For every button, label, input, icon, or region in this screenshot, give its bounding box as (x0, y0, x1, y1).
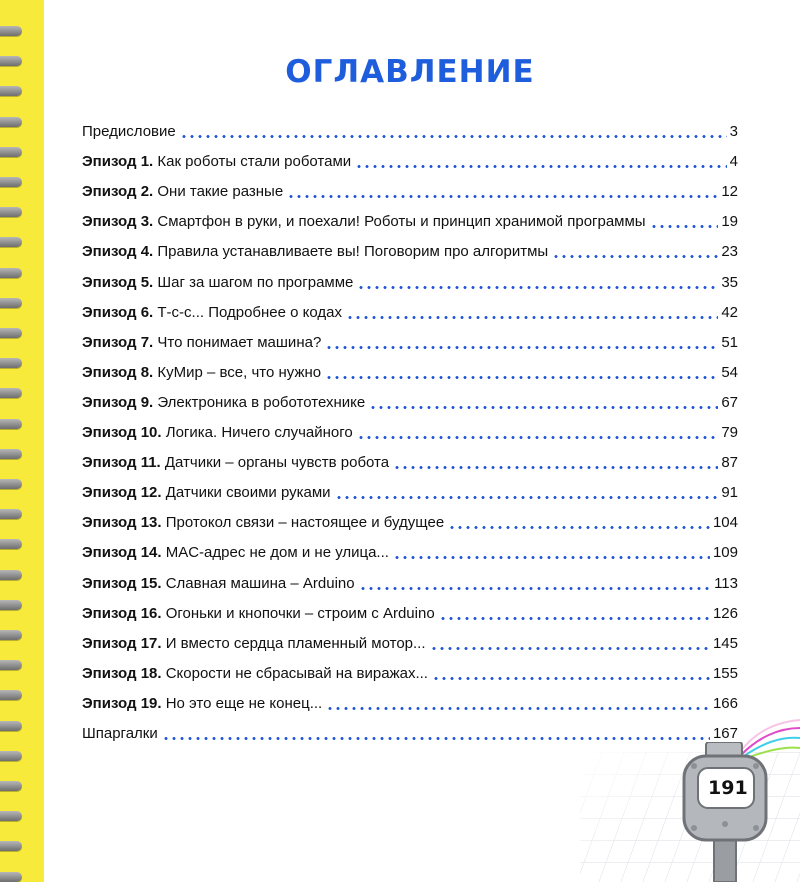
toc-entry-label (82, 724, 158, 744)
toc-entry-label (82, 212, 646, 232)
spiral-ring-icon (0, 449, 22, 459)
spiral-ring-icon (0, 841, 22, 851)
toc-entry-label (82, 423, 353, 443)
toc-entry-label (82, 513, 444, 533)
toc-entry-label (82, 604, 435, 624)
toc-episode-number: Эпизод 7. (82, 333, 154, 351)
toc-page-number: 35 (721, 273, 738, 291)
toc-entry-label (82, 483, 331, 503)
toc-entry (82, 383, 738, 413)
toc-entry (82, 563, 738, 593)
toc-entry-label (82, 634, 426, 654)
toc-entry-title: Смартфон в руки, и поехали! Роботы и принцип хранимой программы (157, 213, 646, 231)
toc-entry-title: Они такие разные (157, 183, 284, 201)
spiral-ring-icon (0, 26, 22, 36)
spiral-ring-icon (0, 298, 22, 308)
spiral-ring-icon (0, 268, 22, 278)
table-of-contents (82, 112, 738, 744)
dot-leader (650, 225, 719, 228)
dot-leader (355, 165, 726, 168)
toc-page-number: 51 (721, 333, 738, 351)
toc-entry-title: Датчики – органы чувств робота (164, 454, 390, 472)
toc-episode-number: Эпизод 11. (82, 454, 161, 472)
toc-entry-title: Предисловие (82, 123, 176, 141)
toc-episode-number: Эпизод 1. (82, 153, 154, 171)
toc-entry-title: Электроника в робототехнике (157, 393, 366, 411)
spiral-ring-icon (0, 237, 22, 247)
toc-page-number: 54 (721, 363, 738, 381)
toc-entry-label (82, 303, 342, 323)
toc-entry-title: Протокол связи – настоящее и будущее (165, 514, 445, 532)
spiral-ring-icon (0, 419, 22, 429)
toc-entry (82, 413, 738, 443)
toc-entry-title: Огоньки и кнопочки – строим с Arduino (165, 604, 435, 622)
spiral-ring-icon (0, 630, 22, 640)
dot-leader (346, 316, 718, 319)
dot-leader (369, 406, 718, 409)
toc-page-number: 167 (712, 724, 738, 742)
toc-episode-number: Эпизод 14. (82, 544, 162, 562)
toc-entry (82, 323, 738, 353)
dot-leader (393, 466, 718, 469)
spiral-ring-icon (0, 207, 22, 217)
toc-entry-title: Шпаргалки (82, 724, 158, 742)
toc-page-number: 109 (712, 544, 738, 562)
toc-entry-label (82, 333, 321, 353)
toc-entry-label (82, 393, 365, 413)
toc-page-number: 155 (712, 664, 738, 682)
toc-entry (82, 262, 738, 292)
toc-entry-label (82, 543, 389, 563)
toc-page-number: 12 (721, 183, 738, 201)
spiral-ring-icon (0, 811, 22, 821)
toc-page-number: 67 (721, 393, 738, 411)
toc-entry-title: Датчики своими руками (165, 484, 331, 502)
toc-entry-label (82, 363, 321, 383)
spiral-ring-icon (0, 479, 22, 489)
dot-leader (287, 195, 718, 198)
toc-entry-label (82, 664, 428, 684)
spiral-ring-icon (0, 177, 22, 187)
dot-leader (357, 286, 718, 289)
dot-leader (335, 496, 719, 499)
spiral-ring-icon (0, 600, 22, 610)
toc-entry-title: Но это еще не конец... (165, 694, 323, 712)
spiral-ring-icon (0, 570, 22, 580)
toc-entry-label (82, 122, 176, 142)
spiral-ring-icon (0, 660, 22, 670)
toc-page-number: 19 (721, 213, 738, 231)
dot-leader (430, 647, 710, 650)
toc-page-number: 4 (729, 153, 738, 171)
toc-entry-title: Логика. Ничего случайного (165, 424, 353, 442)
toc-entry (82, 112, 738, 142)
dot-leader (325, 376, 718, 379)
toc-episode-number: Эпизод 16. (82, 604, 162, 622)
spiral-ring-icon (0, 358, 22, 368)
toc-episode-number: Эпизод 12. (82, 484, 162, 502)
toc-entry (82, 684, 738, 714)
toc-entry-title: Славная машина – Arduino (165, 574, 355, 592)
page-number: 191 (708, 777, 748, 799)
toc-page-number: 79 (721, 424, 738, 442)
toc-entry-title: Шаг за шагом по программе (157, 273, 354, 291)
dot-leader (357, 436, 719, 439)
toc-entry (82, 473, 738, 503)
toc-entry-title: MAC-адрес не дом и не улица... (165, 544, 389, 562)
toc-entry (82, 594, 738, 624)
toc-episode-number: Эпизод 13. (82, 514, 162, 532)
dot-leader (162, 737, 710, 740)
spiral-ring-icon (0, 690, 22, 700)
spiral-ring-icon (0, 539, 22, 549)
toc-entry (82, 172, 738, 202)
toc-entry-label (82, 453, 389, 473)
toc-entry-title: Скорости не сбрасывай на виражах... (165, 664, 428, 682)
dot-leader (180, 135, 727, 138)
toc-entry (82, 714, 738, 744)
toc-entry (82, 202, 738, 232)
toc-page-number: 104 (712, 514, 738, 532)
toc-entry-title: КуМир – все, что нужно (157, 363, 322, 381)
toc-page-number: 126 (712, 604, 738, 622)
toc-entry (82, 503, 738, 533)
toc-episode-number: Эпизод 6. (82, 303, 154, 321)
dot-leader (552, 255, 718, 258)
toc-episode-number: Эпизод 3. (82, 213, 154, 231)
toc-page-number: 113 (714, 574, 738, 592)
toc-episode-number: Эпизод 17. (82, 634, 162, 652)
toc-page-number: 166 (712, 694, 738, 712)
spiral-ring-icon (0, 751, 22, 761)
toc-entry (82, 142, 738, 172)
toc-episode-number: Эпизод 8. (82, 363, 154, 381)
toc-entry (82, 353, 738, 383)
toc-episode-number: Эпизод 10. (82, 424, 162, 442)
spiral-ring-icon (0, 509, 22, 519)
robot-head-page-badge (682, 742, 770, 882)
toc-entry-label (82, 242, 548, 262)
toc-entry-label (82, 574, 355, 594)
spiral-ring-icon (0, 721, 22, 731)
toc-episode-number: Эпизод 5. (82, 273, 154, 291)
toc-entry (82, 293, 738, 323)
toc-entry-label (82, 152, 351, 172)
toc-page-number: 145 (712, 634, 738, 652)
spiral-ring-icon (0, 388, 22, 398)
toc-episode-number: Эпизод 2. (82, 183, 154, 201)
toc-entry-label (82, 182, 283, 202)
toc-episode-number: Эпизод 9. (82, 393, 154, 411)
toc-entry-label (82, 694, 322, 714)
toc-episode-number: Эпизод 15. (82, 574, 162, 592)
spiral-ring-icon (0, 117, 22, 127)
toc-entry-label (82, 273, 353, 293)
dot-leader (359, 587, 711, 590)
toc-entry (82, 654, 738, 684)
toc-episode-number: Эпизод 19. (82, 694, 162, 712)
toc-entry (82, 232, 738, 262)
spiral-ring-icon (0, 328, 22, 338)
toc-entry-title: И вместо сердца пламенный мотор... (165, 634, 426, 652)
dot-leader (432, 677, 710, 680)
dot-leader (326, 707, 710, 710)
spiral-binding (0, 0, 44, 882)
toc-page-number: 42 (721, 303, 738, 321)
spiral-ring-icon (0, 781, 22, 791)
toc-page-number: 91 (721, 484, 738, 502)
dot-leader (325, 346, 718, 349)
toc-page-number: 87 (721, 454, 738, 472)
dot-leader (439, 617, 710, 620)
spiral-ring-icon (0, 147, 22, 157)
toc-page-number: 3 (729, 123, 738, 141)
spiral-ring-icon (0, 872, 22, 882)
toc-entry (82, 533, 738, 563)
toc-episode-number: Эпизод 4. (82, 243, 154, 261)
toc-entry-title: Правила устанавливаете вы! Поговорим про алгоритмы (157, 243, 549, 261)
page-title: ОГЛАВЛЕНИЕ (285, 54, 535, 90)
toc-entry (82, 443, 738, 473)
dot-leader (448, 526, 710, 529)
toc-entry-title: Как роботы стали роботами (157, 153, 352, 171)
toc-entry (82, 624, 738, 654)
toc-entry-title: Т-с-с... Подробнее о кодах (157, 303, 343, 321)
toc-episode-number: Эпизод 18. (82, 664, 162, 682)
dot-leader (393, 556, 710, 559)
toc-entry-title: Что понимает машина? (157, 333, 322, 351)
toc-page-number: 23 (721, 243, 738, 261)
